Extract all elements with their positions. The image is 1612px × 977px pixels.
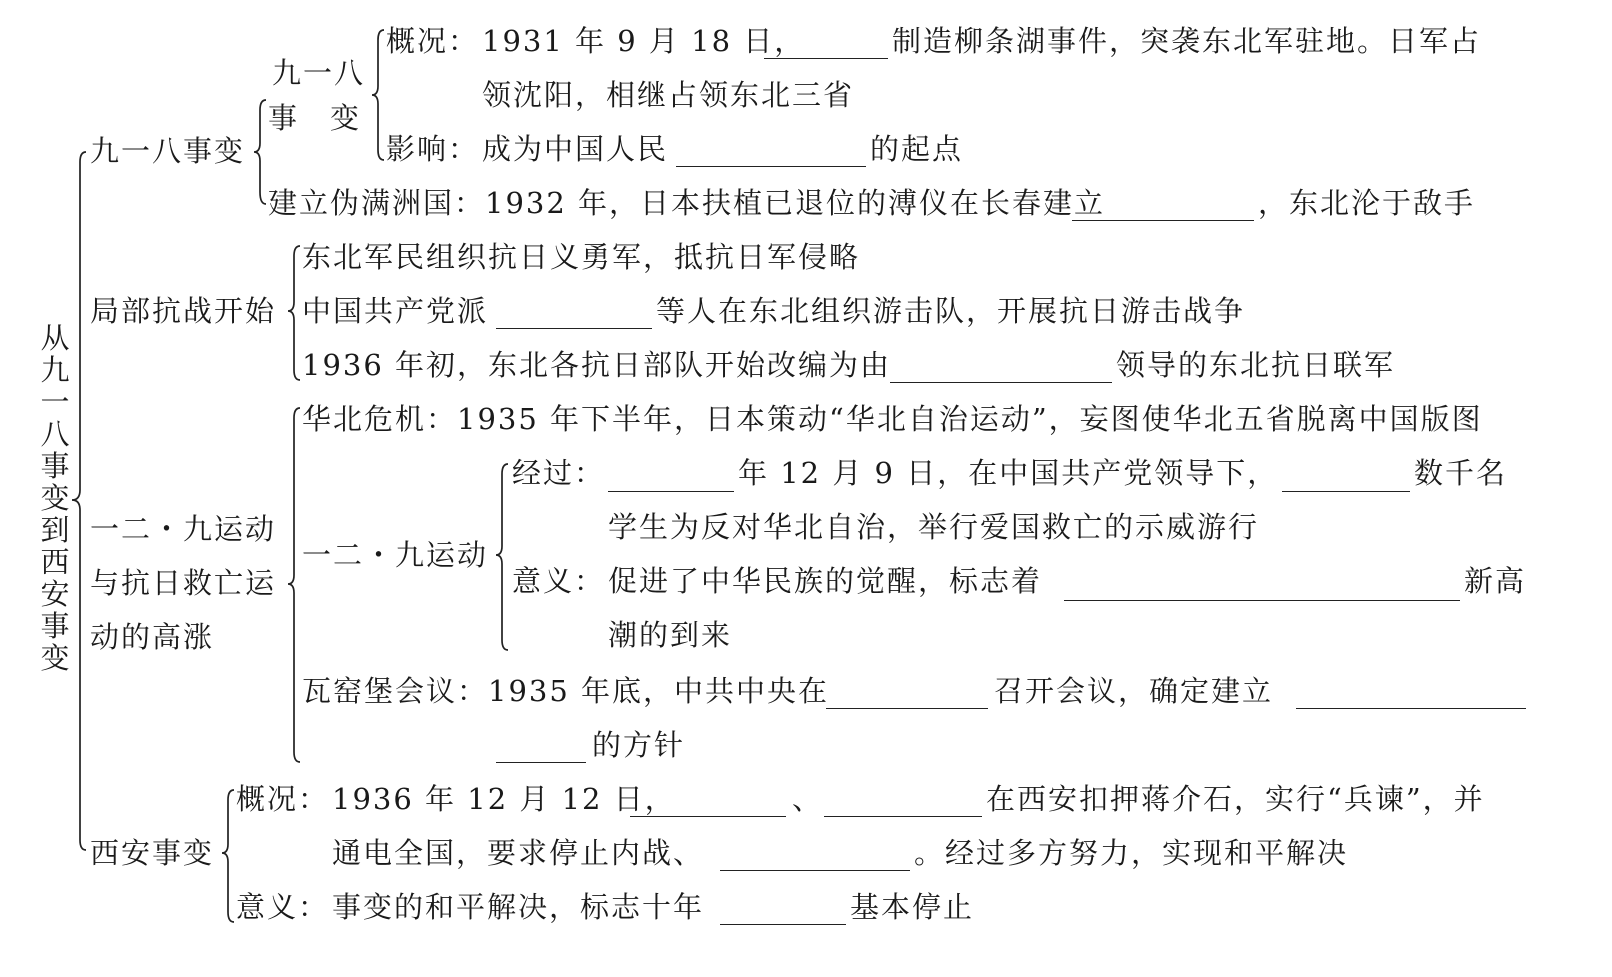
s3-title-2: 与抗日救亡运 xyxy=(90,566,277,600)
s1-manchukuo-b: ，东北沦于敌手 xyxy=(1258,186,1476,220)
s3-process-a: 年 12 月 9 日，在中国共产党领导下， xyxy=(738,456,1279,490)
s1-brace xyxy=(254,100,266,204)
root-char: 变 xyxy=(40,641,70,675)
s3-crisis: 华北危机：1935 年下半年，日本策动“华北自治运动”，妄图使华北五省脱离中国版图 xyxy=(302,402,1483,436)
s4-brace xyxy=(222,790,234,922)
blank-11[interactable] xyxy=(630,816,786,817)
blank-4[interactable] xyxy=(496,328,652,329)
s3-process-b: 数千名 xyxy=(1414,456,1508,490)
blank-5[interactable] xyxy=(890,382,1112,383)
blank-10a[interactable] xyxy=(1296,708,1526,709)
s1-sub-brace xyxy=(372,30,384,160)
s3-meaning-c: 潮的到来 xyxy=(608,618,733,652)
root-brace xyxy=(72,152,86,850)
s1-sub-title-1: 九一八 xyxy=(272,56,366,90)
s1-overview-b: 制造柳条湖事件，突袭东北军驻地。日军占 xyxy=(892,24,1482,58)
s3-wayaobao-c: 的方针 xyxy=(592,728,686,762)
s4-meaning-a: 事变的和平解决，标志十年 xyxy=(332,890,705,924)
s3-meaning-b: 新高 xyxy=(1464,564,1527,598)
s2-line2-a: 中国共产党派 xyxy=(302,294,489,328)
s3-title-1: 一二・九运动 xyxy=(90,512,277,546)
s2-line1: 东北军民组织抗日义勇军，抵抗日军侵略 xyxy=(302,240,861,274)
s2-line3-a: 1936 年初，东北各抗日部队开始改编为由 xyxy=(302,348,892,382)
root-char: 安 xyxy=(40,577,70,611)
s3-sub-brace xyxy=(496,464,508,650)
s3-movement-title: 一二・九运动 xyxy=(302,538,489,572)
blank-7[interactable] xyxy=(1282,491,1410,492)
root-title xyxy=(36,322,74,674)
blank-13[interactable] xyxy=(720,870,910,871)
s1-title: 九一八事变 xyxy=(90,134,246,168)
s1-impact-label: 影响： xyxy=(386,132,480,166)
root-char: 到 xyxy=(40,513,70,547)
root-char: 变 xyxy=(40,481,70,515)
s4-overview-label: 概况： xyxy=(236,782,330,816)
s1-sub-title-2: 事 变 xyxy=(268,101,362,135)
s4-overview-c: 通电全国，要求停止内战、 xyxy=(332,836,705,870)
s4-overview-b: 在西安扣押蒋介石，实行“兵谏”，并 xyxy=(986,782,1485,816)
blank-1[interactable] xyxy=(764,58,888,59)
s4-meaning-b: 基本停止 xyxy=(850,890,975,924)
s1-manchukuo-a: 建立伪满洲国：1932 年，日本扶植已退位的溥仪在长春建立 xyxy=(268,186,1106,220)
s2-brace xyxy=(288,246,300,380)
s4-overview-a: 1936 年 12 月 12 日， xyxy=(332,782,676,816)
s4-overview-d: 。经过多方努力，实现和平解决 xyxy=(914,836,1349,870)
blank-6[interactable] xyxy=(608,491,734,492)
s3-wayaobao-a: 瓦窑堡会议：1935 年底，中共中央在 xyxy=(302,674,830,708)
blank-10b[interactable] xyxy=(496,762,586,763)
root-char: 从 xyxy=(40,321,70,355)
s1-impact-b: 的起点 xyxy=(870,132,964,166)
s1-impact-a: 成为中国人民 xyxy=(482,132,669,166)
s3-meaning-a: 促进了中华民族的觉醒，标志着 xyxy=(608,564,1043,598)
root-char: 九 xyxy=(40,353,70,387)
s4-overview-sep: 、 xyxy=(792,782,824,816)
root-char: 事 xyxy=(40,449,70,483)
s2-line2-b: 等人在东北组织游击队，开展抗日游击战争 xyxy=(656,294,1246,328)
s2-title: 局部抗战开始 xyxy=(90,294,277,328)
blank-14[interactable] xyxy=(720,924,846,925)
s3-meaning-label: 意义： xyxy=(512,564,606,598)
blank-8[interactable] xyxy=(1064,600,1460,601)
s4-title: 西安事变 xyxy=(90,836,215,870)
s3-process-label: 经过： xyxy=(512,456,606,490)
root-char: 一 xyxy=(40,385,70,419)
root-char: 西 xyxy=(40,545,70,579)
s3-title-3: 动的高涨 xyxy=(90,620,215,654)
s2-line3-b: 领导的东北抗日联军 xyxy=(1116,348,1396,382)
s1-overview-a: 1931 年 9 月 18 日， xyxy=(482,24,806,58)
blank-12[interactable] xyxy=(824,816,982,817)
s3-brace xyxy=(288,408,300,762)
s1-overview-label: 概况： xyxy=(386,24,480,58)
root-char: 事 xyxy=(40,609,70,643)
s4-meaning-label: 意义： xyxy=(236,890,330,924)
root-char: 八 xyxy=(40,417,70,451)
s3-wayaobao-b: 召开会议，确定建立 xyxy=(994,674,1274,708)
blank-3[interactable] xyxy=(1072,220,1254,221)
blank-9[interactable] xyxy=(826,708,988,709)
s1-overview-c: 领沈阳，相继占领东北三省 xyxy=(482,78,855,112)
s3-process-c: 学生为反对华北自治，举行爱国救亡的示威游行 xyxy=(608,510,1260,544)
blank-2[interactable] xyxy=(676,166,866,167)
